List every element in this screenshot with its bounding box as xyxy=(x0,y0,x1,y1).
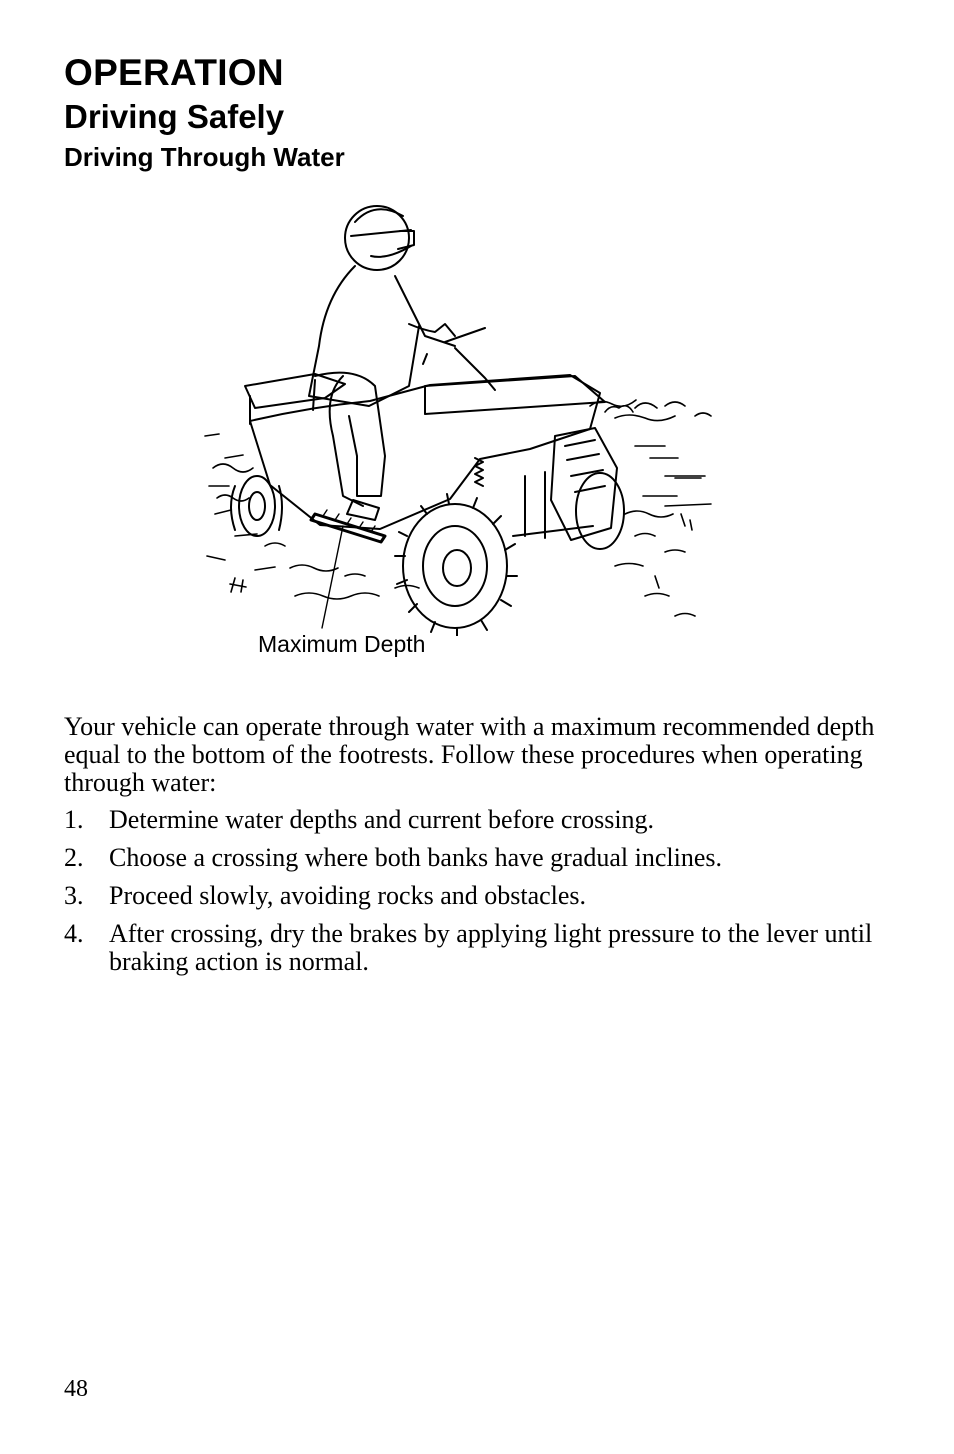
maximum-depth-callout: Maximum Depth xyxy=(258,631,426,657)
list-item xyxy=(64,844,894,872)
rider xyxy=(309,206,455,520)
section-title: OPERATION xyxy=(64,52,284,93)
atv-water-crossing-illustration xyxy=(195,196,735,636)
list-item xyxy=(64,806,894,834)
water-ripples xyxy=(590,400,711,616)
list-item-text: After crossing, dry the brakes by applying light pressure to the lever until braking action is normal. xyxy=(109,919,873,976)
topic-title: Driving Through Water xyxy=(64,142,345,172)
page-number: 48 xyxy=(64,1376,88,1402)
list-item xyxy=(64,920,894,976)
list-item-number: 3. xyxy=(64,881,84,910)
list-item-text: Determine water depths and current before crossing. xyxy=(109,805,655,834)
front-bumper xyxy=(513,428,617,540)
list-item-text: Choose a crossing where both banks have gradual inclines. xyxy=(109,843,723,872)
list-item-number: 2. xyxy=(64,843,84,872)
list-item-text: Proceed slowly, avoiding rocks and obstacles. xyxy=(109,881,587,910)
list-item xyxy=(64,882,894,910)
list-item-number: 1. xyxy=(64,805,84,834)
subsection-title: Driving Safely xyxy=(64,98,285,135)
procedure-list xyxy=(64,806,894,986)
list-item-number: 4. xyxy=(64,919,84,948)
rear-wheel xyxy=(231,476,282,536)
intro-paragraph: Your vehicle can operate through water with a maximum recommended depth equal to the bottom of the footrests. Follow these procedures when operating through water: xyxy=(64,712,875,797)
